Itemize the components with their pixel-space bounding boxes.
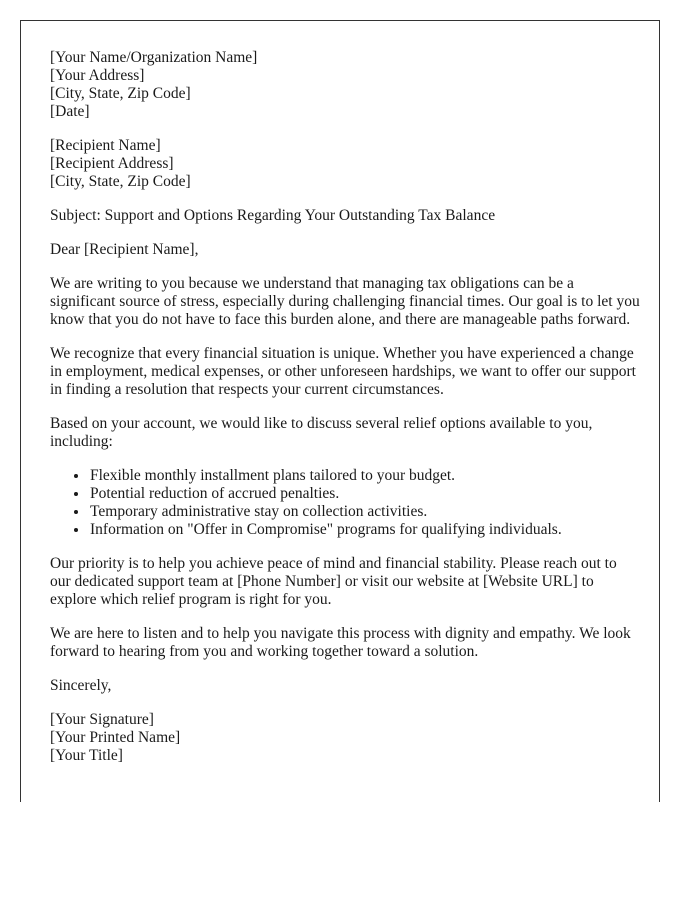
list-item: • Potential reduction of accrued penalties. <box>89 485 640 503</box>
signoff: Sincerely, <box>50 677 112 694</box>
body-paragraph-2: We recognize that every financial situation is unique. Whether you have experienced a change in employment, medical expenses, or other unforeseen hardships, we want to offer our support in finding a resolution that respects your current circumstances. <box>50 345 636 398</box>
list-item: • Flexible monthly installment plans tailored to your budget. <box>89 467 640 485</box>
list-item: • Temporary administrative stay on collection activities. <box>89 503 640 521</box>
salutation: Dear [Recipient Name], <box>50 241 199 258</box>
recipient-block <box>50 137 640 191</box>
recipient-address: [Recipient Address] <box>50 155 174 172</box>
sender-address: [Your Address] <box>50 67 145 84</box>
letter-content <box>50 49 640 781</box>
recipient-name: [Recipient Name] <box>50 137 161 154</box>
letter-page <box>20 20 660 802</box>
title: [Your Title] <box>50 747 123 764</box>
body-paragraph-3: Based on your account, we would like to discuss several relief options available to you, including: <box>50 415 593 450</box>
sender-city-state-zip: [City, State, Zip Code] <box>50 85 191 102</box>
printed-name: [Your Printed Name] <box>50 729 181 746</box>
body-paragraph-1: We are writing to you because we understand that managing tax obligations can be a significant source of stress, especially during challenging financial times. Our goal is to let you know that you do not have to face this burden alone, and there are manageable paths forward. <box>50 275 640 328</box>
list-item: • Information on "Offer in Compromise" programs for qualifying individuals. <box>89 521 640 539</box>
subject-line: Subject: Support and Options Regarding Your Outstanding Tax Balance <box>50 207 496 224</box>
relief-options-list <box>50 467 640 539</box>
recipient-city-state-zip: [City, State, Zip Code] <box>50 173 191 190</box>
sender-block <box>50 49 640 121</box>
signature-block <box>50 711 640 765</box>
signature: [Your Signature] <box>50 711 154 728</box>
letter-date: [Date] <box>50 103 90 120</box>
sender-name: [Your Name/Organization Name] <box>50 49 258 66</box>
closing-paragraph-2: We are here to listen and to help you navigate this process with dignity and empathy. We look forward to hearing from you and working together toward a solution. <box>50 625 631 660</box>
closing-paragraph-1: Our priority is to help you achieve peace of mind and financial stability. Please reach out to our dedicated support team at [Phone Number] or visit our website at [Website URL] to explore which relief program is right for you. <box>50 555 617 608</box>
